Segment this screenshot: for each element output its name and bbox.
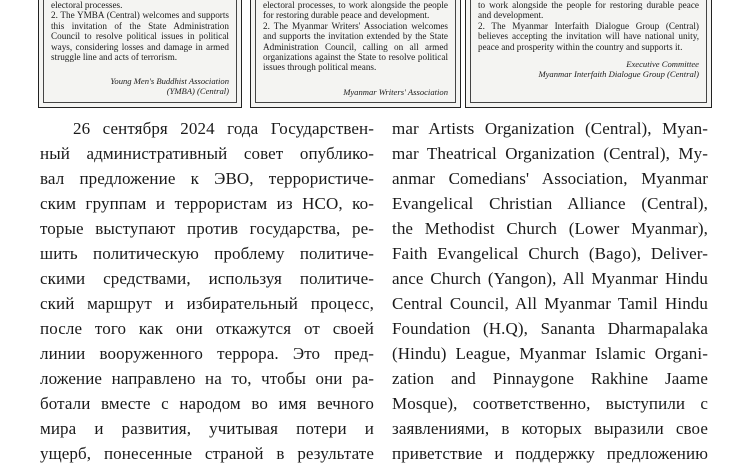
clipping-ymba-line-2: 2. The YMBA (Central) welcomes and supports this invitation of the State Administration Council to resolve political issues in political ways, considering losses and damage in armed struggle line and acts of terrorism. [51,10,229,63]
clipping-ymba-signature-2: (YMBA) (Central) [166,86,229,97]
article-right-line: (Hindu) League, Myanmar Islamic Organi- [392,344,708,363]
article-left-line: торые выступают против государства, ре- [40,219,374,238]
article-left-line: ложение направлено на то, чтобы они ра- [40,369,374,388]
article-left-line: линии вооруженного террора. Это пред- [40,344,374,363]
article-right-line: Evangelical Christian Alliance (Central), [392,194,708,213]
article-right-line: Foundation (H.Q), Sananta Dharmapalaka [392,319,708,338]
clipping-writers [250,0,461,108]
article-left-line: ботали вместе с народом во имя вечного [40,394,374,413]
article-left-line: ский маршрут и избирательный процесс, [40,294,374,313]
article-right-line: приветствие и поддержку предложению [392,444,708,463]
clipping-interfaith-signature-2: Myanmar Interfaith Dialogue Group (Central) [538,69,699,80]
clipping-interfaith-line-1: to work alongside the people for restoring durable peace and development. [478,0,699,21]
clipping-ymba-line-1: electoral processes. [51,0,123,10]
article-left-line: 26 сентября 2024 года Государствен- [73,119,374,138]
clipping-interfaith [465,0,712,108]
article-right-line: ance Church (Yangon), All Myanmar Hindu [392,269,708,288]
article-left-line: мира и развития, учитывая потери и [40,419,374,438]
clipping-interfaith-signature-1: Executive Committee [626,59,699,70]
article-left-line: ским группам и террористам из НСО, ко- [40,194,374,213]
article-right-line: заявлениями, в которых выразили свое [392,419,708,438]
article-left-line: ный административный совет опублико- [40,144,374,163]
clipping-writers-signature: Myanmar Writers' Association [343,86,448,97]
article-left-line: после того как они откажутся от своей [40,319,374,338]
clipping-ymba-frame [43,0,237,103]
article-right-line: Faith Evangelical Church (Bago), Deliver- [392,244,708,263]
article-right-line: mar Theatrical Organization (Central), My- [392,144,708,163]
article-right-line: zation and Pinnaygone Rakhine Jaame [392,369,708,388]
article-right-line: Mosque), соответственно, выступили с [392,394,708,413]
article-right-line: Central Council, All Myanmar Tamil Hindu [392,294,708,313]
clipping-writers-line-1: electoral processes, to work alongside the people for restoring durable peace and development. [263,0,448,21]
clipping-writers-frame [255,0,456,103]
clipping-interfaith-line-2: 2. The Myanmar Interfaith Dialogue Group (Central) believes accepting the invitation will have national unity, peace and prosperity within the country and supports it. [478,20,699,52]
clipping-writers-line-2: 2. The Myanmar Writers' Association welcomes and supports the invitation extended by the State Administration Council, calling on all armed organizations against the State to resolve political issues through political means. [263,20,448,73]
article-left-line: вал предложение к ЭВО, террористиче- [40,169,374,188]
article-column-right [392,116,708,466]
article-right-line: anmar Comedians' Association, Myanmar [392,169,708,188]
clipping-ymba-signature-1: Young Men's Buddhist Association [110,76,229,87]
article-right-line: the Methodist Church (Lower Myanmar), [392,219,708,238]
clipping-ymba [38,0,242,108]
clipping-interfaith-frame [470,0,707,103]
article-left-line: шить политическую проблему политиче- [40,244,374,263]
article-right-line: mar Artists Organization (Central), Myan- [392,119,708,138]
article-left-line: ущерб, понесенные страной в результате [40,444,374,463]
article-left-line: скими средствами, используя политиче- [40,269,374,288]
article-column-left [40,116,374,466]
